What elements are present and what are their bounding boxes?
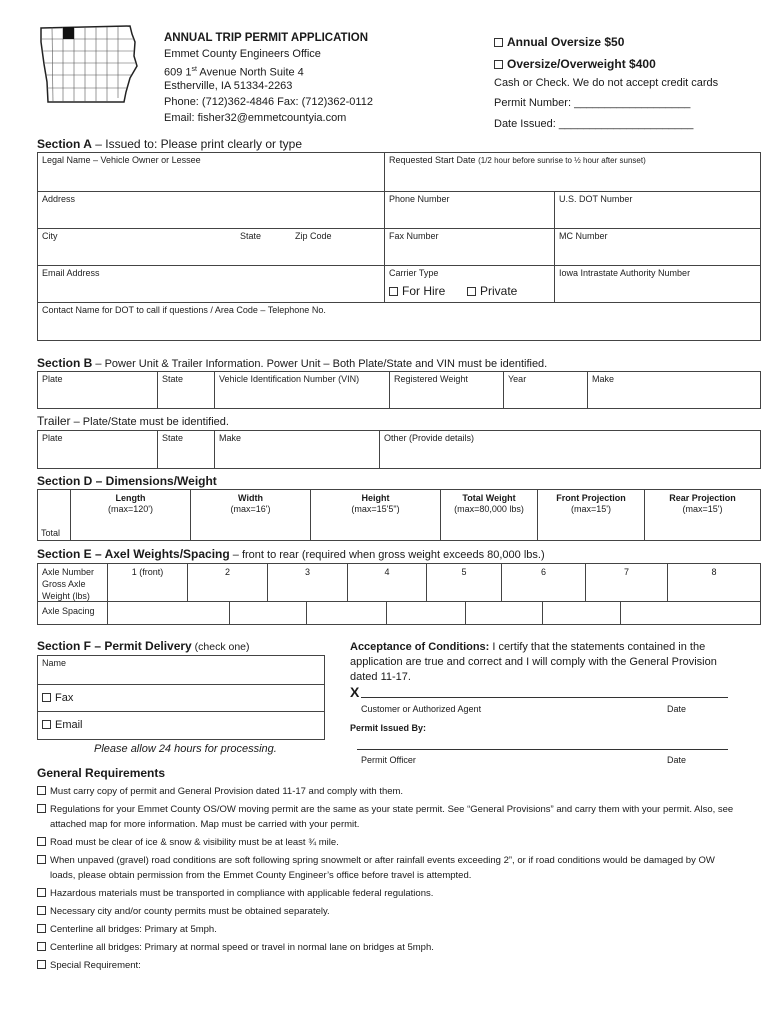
office-phone-fax: Phone: (712)362-4846 Fax: (712)362-0112 — [164, 96, 373, 108]
general-requirements-list — [37, 784, 737, 976]
oversize-overweight-option[interactable]: Oversize/Overweight $400 — [494, 57, 656, 71]
form-title: ANNUAL TRIP PERMIT APPLICATION — [164, 32, 369, 44]
trailer-title: Trailer – Plate/State must be identified. — [37, 414, 229, 428]
width-field[interactable]: Width (max=16') — [191, 490, 311, 540]
officer-date-label: Date — [667, 755, 687, 765]
carrier-type-field: Carrier Type For Hire Private — [385, 266, 555, 303]
email-address-field[interactable]: Email Address — [38, 266, 385, 303]
section-f-title: Section F – Permit Delivery (check one) — [37, 639, 250, 653]
axle-spacing-row-label: Axle Spacing — [38, 602, 108, 624]
axle-spacing-1[interactable] — [108, 602, 230, 624]
permit-delivery-box — [37, 655, 325, 740]
section-a-title: Section A – Issued to: Please print clearly or type — [37, 137, 303, 151]
requirement-item: Hazardous materials must be transported in compliance with applicable federal regulations. — [37, 886, 737, 901]
checkbox-icon[interactable] — [37, 837, 46, 846]
axle-table — [37, 563, 761, 625]
checkbox-icon[interactable] — [37, 960, 46, 969]
checkbox-icon[interactable] — [37, 804, 46, 813]
mc-number-field[interactable]: MC Number — [555, 229, 760, 266]
customer-date-label: Date — [667, 704, 687, 714]
axle-spacing-3[interactable] — [307, 602, 387, 624]
checkbox-icon[interactable] — [37, 906, 46, 915]
legal-name-field[interactable]: Legal Name – Vehicle Owner or Lessee — [38, 153, 385, 192]
trailer-state-field[interactable]: State — [158, 431, 215, 468]
requirement-item: Centerline all bridges: Primary at normal speed or travel in normal lane on bridges at 5mph. — [37, 940, 737, 955]
axle-spacing-7[interactable] — [621, 602, 760, 624]
axle-spacing-6[interactable] — [543, 602, 621, 624]
permit-officer-label: Permit Officer — [361, 755, 416, 765]
officer-signature-line[interactable] — [357, 749, 728, 750]
checkbox-icon[interactable] — [494, 38, 503, 47]
checkbox-icon[interactable] — [467, 287, 476, 296]
checkbox-icon[interactable] — [37, 942, 46, 951]
axle-5-weight[interactable]: 5 — [427, 564, 502, 602]
address-field[interactable]: Address — [38, 192, 385, 229]
checkbox-icon[interactable] — [37, 888, 46, 897]
acceptance-of-conditions: Acceptance of Conditions: I certify that the statements contained in the application are true and correct and I will comply with the General Provision dated 11-17. — [350, 641, 717, 683]
axle-7-weight[interactable]: 7 — [586, 564, 668, 602]
requirement-item: Regulations for your Emmet County OS/OW moving permit are the same as your state permit. See “General Provisions” and carry them with your permit. Also, see attached map for more information. Map must be carried with your permit. — [37, 802, 737, 832]
checkbox-icon[interactable] — [389, 287, 398, 296]
office-name: Emmet County Engineers Office — [164, 48, 321, 60]
power-unit-table — [37, 371, 761, 409]
vin-field[interactable]: Vehicle Identification Number (VIN) — [215, 372, 390, 408]
section-b-title: Section B – Power Unit & Trailer Information. Power Unit – Both Plate/State and VIN must be identified. — [37, 356, 548, 370]
date-issued-field[interactable]: Date Issued: ______________________ — [494, 118, 694, 130]
total-weight-field[interactable]: Total Weight (max=80,000 lbs) — [441, 490, 538, 540]
trailer-other-field[interactable]: Other (Provide details) — [384, 433, 475, 443]
signature-x-mark: X — [350, 684, 360, 700]
axle-6-weight[interactable]: 6 — [502, 564, 586, 602]
axle-1-weight[interactable]: 1 (front) — [108, 564, 188, 602]
iowa-intrastate-authority-field[interactable]: Iowa Intrastate Authority Number — [555, 266, 760, 303]
checkbox-icon[interactable] — [37, 924, 46, 933]
checkbox-icon[interactable] — [42, 720, 51, 729]
processing-note: Please allow 24 hours for processing. — [94, 743, 277, 755]
requirement-item: Must carry copy of permit and General Provision dated 11-17 and comply with them. — [37, 784, 737, 799]
make-field[interactable]: Make — [592, 374, 615, 384]
checkbox-icon[interactable] — [37, 855, 46, 864]
delivery-email-option[interactable]: Email — [38, 712, 324, 739]
front-projection-field[interactable]: Front Projection (max=15') — [538, 490, 645, 540]
year-field[interactable]: Year — [504, 372, 588, 408]
office-email: Email: fisher32@emmetcountyia.com — [164, 112, 347, 124]
requirement-item: Special Requirement: — [37, 958, 737, 973]
trailer-plate-field[interactable]: Plate — [38, 431, 158, 468]
state-field[interactable]: State — [158, 372, 215, 408]
trailer-make-field[interactable]: Make — [215, 431, 380, 468]
contact-name-field[interactable]: Contact Name for DOT to call if questions / Area Code – Telephone No. — [42, 305, 326, 315]
office-address-line2: Estherville, IA 51334-2263 — [164, 80, 293, 92]
city-state-zip-field[interactable]: City State Zip Code — [38, 229, 385, 266]
customer-agent-label: Customer or Authorized Agent — [361, 704, 482, 714]
payment-note: Cash or Check. We do not accept credit cards — [494, 77, 719, 89]
annual-oversize-option[interactable]: Annual Oversize $50 — [494, 35, 624, 49]
requirement-item: Road must be clear of ice & snow & visibility must be at least ¾ mile. — [37, 835, 737, 850]
us-dot-number-field[interactable]: U.S. DOT Number — [555, 192, 760, 229]
checkbox-icon[interactable] — [494, 60, 503, 69]
axle-spacing-4[interactable] — [387, 602, 466, 624]
section-d-title: Section D – Dimensions/Weight — [37, 474, 217, 488]
requirement-item: Centerline all bridges: Primary at 5mph. — [37, 922, 737, 937]
general-requirements-title: General Requirements — [37, 766, 166, 780]
trailer-table — [37, 430, 761, 469]
axle-spacing-5[interactable] — [466, 602, 543, 624]
axle-2-weight[interactable]: 2 — [188, 564, 268, 602]
length-field[interactable]: Length (max=120') — [71, 490, 191, 540]
axle-3-weight[interactable]: 3 — [268, 564, 348, 602]
axle-8-weight[interactable]: 8 — [668, 564, 760, 602]
requirement-item: When unpaved (gravel) road conditions are soft following spring snowmelt or after rainfall events exceeding 2”, or if road conditions would be damaged by OW loads, please obtain permission from the Emmet County Engineer’s office before travel is attempted. — [37, 853, 737, 883]
axle-spacing-2[interactable] — [230, 602, 307, 624]
phone-number-field[interactable]: Phone Number — [385, 192, 555, 229]
total-row-label: Total — [38, 490, 71, 540]
height-field[interactable]: Height (max=15'5") — [311, 490, 441, 540]
customer-signature-line[interactable] — [361, 697, 728, 698]
permit-issued-by-label: Permit Issued By: — [350, 723, 427, 733]
axle-4-weight[interactable]: 4 — [348, 564, 427, 602]
registered-weight-field[interactable]: Registered Weight — [390, 372, 504, 408]
private-option[interactable]: Private — [467, 284, 517, 298]
checkbox-icon[interactable] — [42, 693, 51, 702]
plate-field[interactable]: Plate — [38, 372, 158, 408]
section-e-title: Section E – Axel Weights/Spacing – front to rear (required when gross weight exceeds 80,000 lbs.) — [37, 547, 545, 561]
rear-projection-field[interactable]: Rear Projection (max=15') — [669, 493, 736, 514]
delivery-name-field[interactable]: Name — [38, 656, 324, 685]
fax-number-field[interactable]: Fax Number — [385, 229, 555, 266]
for-hire-option[interactable]: For Hire — [389, 284, 445, 298]
requirement-item: Necessary city and/or county permits must be obtained separately. — [37, 904, 737, 919]
section-a-table — [37, 152, 761, 341]
axle-weight-row-label: Axle Number Gross Axle Weight (lbs) — [38, 564, 108, 602]
delivery-fax-option[interactable]: Fax — [38, 685, 324, 712]
start-date-field[interactable]: Requested Start Date (1/2 hour before sunrise to ½ hour after sunset) — [385, 153, 760, 192]
office-address-line1: 609 1st Avenue North Suite 4 — [164, 66, 304, 79]
dimensions-table — [37, 489, 761, 541]
permit-number-field[interactable]: Permit Number: ___________________ — [494, 97, 691, 109]
iowa-county-map-icon — [38, 22, 138, 106]
checkbox-icon[interactable] — [37, 786, 46, 795]
